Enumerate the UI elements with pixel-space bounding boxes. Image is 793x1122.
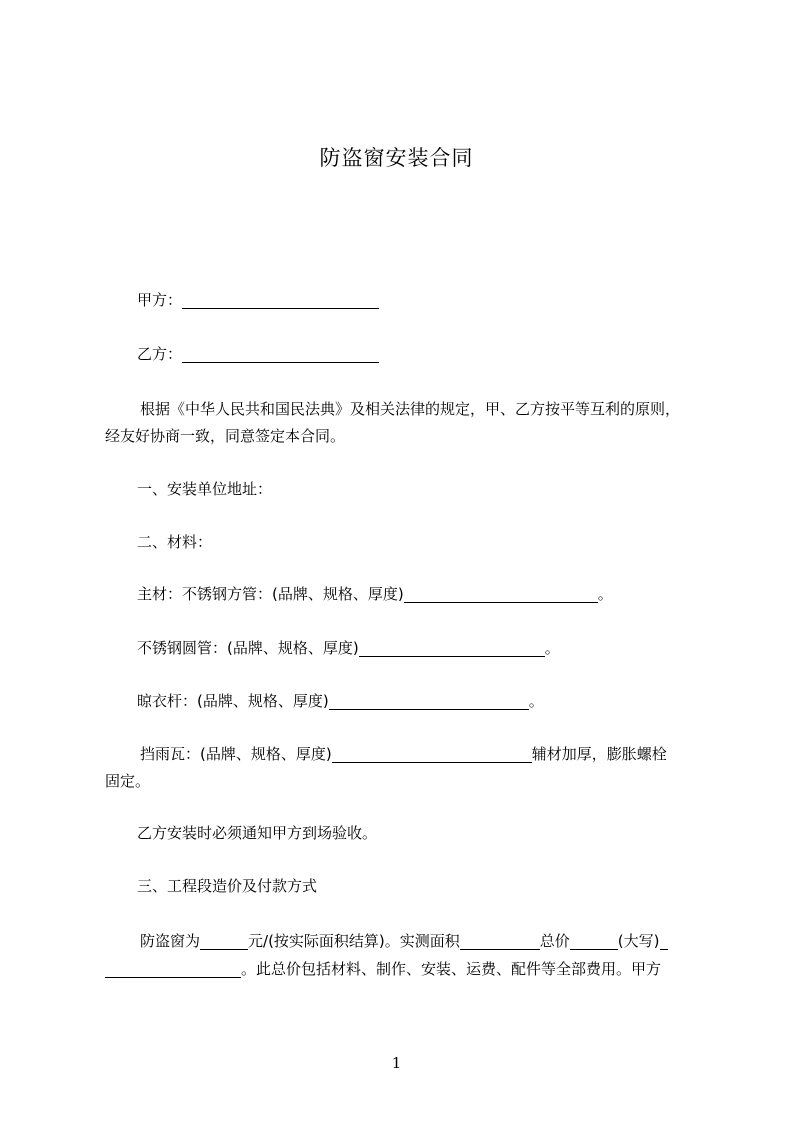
rain-shield-suffix: 辅材加厚，膨胀螺栓 [531, 745, 667, 763]
party-a-label: 甲方： [137, 291, 183, 309]
party-b-line [105, 339, 737, 369]
drying-rod-label: 晾衣杆：(品牌、规格、厚度) [137, 692, 329, 710]
party-b-label: 乙方： [137, 345, 183, 363]
rain-shield-line [105, 739, 740, 769]
round-tube-blank[interactable] [359, 638, 545, 657]
page-number: 1 [391, 1054, 402, 1072]
total-price-blank[interactable] [570, 931, 618, 950]
price-part-3: 总价 [539, 932, 570, 950]
price-line-1 [105, 926, 740, 956]
document-title: 防盗窗安装合同 [319, 146, 474, 170]
price-part-4: (大写) [617, 932, 660, 950]
section-3-heading: 三、工程段造价及付款方式 [137, 877, 318, 895]
preamble-line-2: 经友好协商一致，同意签定本合同。 [105, 427, 346, 445]
section-1-heading: 一、安装单位地址： [137, 480, 273, 498]
main-material-blank[interactable] [404, 584, 598, 603]
period: 。 [597, 585, 613, 603]
rain-shield-label: 挡雨瓦：(品牌、规格、厚度) [140, 745, 332, 763]
unit-price-blank[interactable] [200, 931, 248, 950]
drying-rod-blank[interactable] [329, 691, 529, 710]
price-line-2-suffix: 。此总价包括材料、制作、安装、运费、配件等全部费用。甲方 [241, 960, 662, 978]
preamble-line-1: 根据《中华人民共和国民法典》及相关法律的规定，甲、乙方按平等互利的原则， [140, 400, 681, 418]
price-part-1: 防盗窗为 [140, 932, 201, 950]
area-blank[interactable] [460, 931, 540, 950]
main-material-label: 主材：不锈钢方管：(品牌、规格、厚度) [137, 585, 404, 603]
drying-rod-line [105, 686, 737, 716]
main-material-line [105, 579, 737, 609]
party-b-blank[interactable] [182, 344, 379, 363]
inspection-note: 乙方安装时必须通知甲方到场验收。 [137, 824, 378, 842]
round-tube-line [105, 633, 737, 663]
rain-shield-line-2: 固定。 [105, 772, 151, 790]
price-part-2: 元/(按实际面积结算)。实测面积 [248, 932, 460, 950]
round-tube-label: 不锈钢圆管：(品牌、规格、厚度) [137, 639, 359, 657]
amount-words-blank[interactable] [105, 959, 241, 978]
rain-shield-blank[interactable] [332, 744, 532, 763]
amount-words-blank-start[interactable] [660, 931, 668, 950]
party-a-line [105, 285, 737, 315]
section-2-heading: 二、材料： [137, 533, 213, 551]
period: 。 [544, 639, 560, 657]
price-line-2 [105, 954, 705, 984]
party-a-blank[interactable] [182, 290, 379, 309]
period: 。 [528, 692, 544, 710]
